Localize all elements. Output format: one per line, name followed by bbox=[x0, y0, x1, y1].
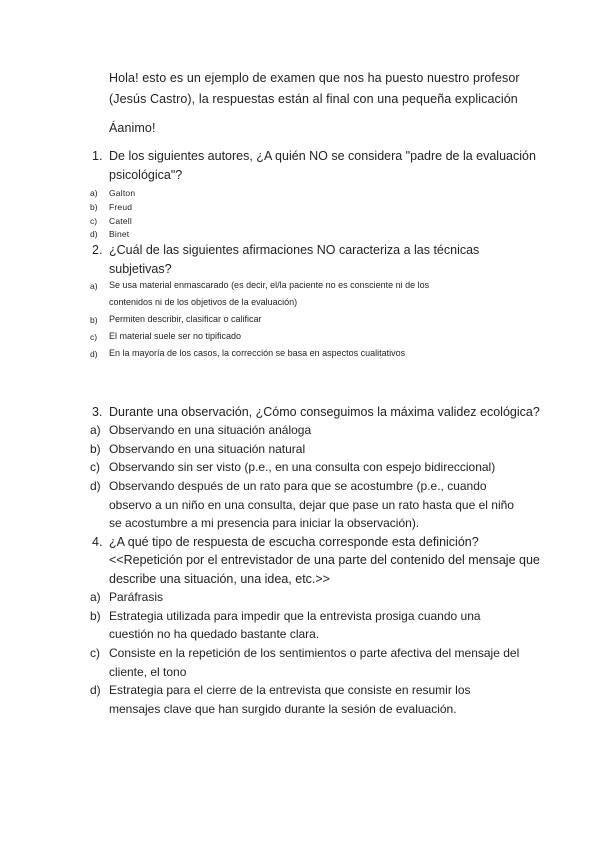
question-2-option-d-letter: d) bbox=[90, 349, 98, 359]
question-2-option-c: El material suele ser no tipificado bbox=[109, 331, 242, 341]
question-4-option-c-line-2: cliente, el tono bbox=[109, 665, 187, 679]
question-3-option-c-letter: c) bbox=[90, 460, 100, 474]
intro-greeting: Áanimo! bbox=[109, 121, 156, 135]
question-3-text-line-1: Durante una observación, ¿Cómo conseguimos la máxima validez ecológica? bbox=[109, 405, 540, 419]
question-3-option-d-line-2: observo a un niño en una consulta, dejar que pase un rato hasta que el niño bbox=[109, 498, 514, 512]
question-2-option-a-line-2: contenidos ni de los objetivos de la evaluación) bbox=[109, 297, 298, 307]
question-3-option-d-letter: d) bbox=[90, 479, 101, 493]
question-3-option-d-line-1: Observando después de un rato para que se acostumbre (p.e., cuando bbox=[109, 479, 487, 493]
question-4-text-line-1: ¿A qué tipo de respuesta de escucha corresponde esta definición? bbox=[109, 535, 479, 549]
question-4-option-c-line-1: Consiste en la repetición de los sentimientos o parte afectiva del mensaje del bbox=[109, 646, 520, 660]
question-3-option-d-line-3: se acostumbre a mi presencia para iniciar la observación). bbox=[109, 516, 420, 530]
question-2-text-line-1: ¿Cuál de las siguientes afirmaciones NO caracteriza a las técnicas bbox=[109, 243, 480, 257]
question-4-option-c-letter: c) bbox=[90, 646, 100, 660]
question-4-option-b-line-1: Estrategia utilizada para impedir que la entrevista prosiga cuando una bbox=[109, 609, 481, 623]
question-4-text-line-3: describe una situación, una idea, etc.>> bbox=[109, 572, 330, 586]
question-2-option-b-letter: b) bbox=[90, 315, 98, 325]
question-3-option-a: Observando en una situación análoga bbox=[109, 423, 312, 437]
question-1-option-d-letter: d) bbox=[90, 229, 98, 239]
question-1-option-b-letter: b) bbox=[90, 202, 98, 212]
question-2-option-a-line-1: Se usa material enmascarado (es decir, el/la paciente no es consciente ni de los bbox=[109, 280, 430, 290]
question-4-text-line-2: <<Repetición por el entrevistador de una parte del contenido del mensaje que bbox=[109, 553, 540, 567]
question-1-option-a: Galton bbox=[109, 188, 136, 198]
question-3-option-a-letter: a) bbox=[90, 423, 101, 437]
question-3-option-c: Observando sin ser visto (p.e., en una consulta con espejo bidireccional) bbox=[109, 460, 496, 474]
question-4-option-a-letter: a) bbox=[90, 590, 101, 604]
question-4-option-b-line-2: cuestión no ha quedado bastante clara. bbox=[109, 627, 320, 641]
question-1-option-c: Catell bbox=[109, 216, 132, 226]
question-1-option-c-letter: c) bbox=[90, 216, 98, 226]
question-4-option-d-line-2: mensajes clave que han surgido durante la sesión de evaluación. bbox=[109, 702, 457, 716]
question-4-option-d-line-1: Estrategia para el cierre de la entrevista que consiste en resumir los bbox=[109, 683, 471, 697]
question-1-option-b: Freud bbox=[109, 202, 133, 212]
question-2-number: 2. bbox=[92, 243, 103, 257]
question-2-text-line-2: subjetivas? bbox=[109, 262, 172, 276]
question-3-number: 3. bbox=[92, 405, 103, 419]
intro-line-2: (Jesús Castro), la respuestas están al final con una pequeña explicación bbox=[109, 92, 518, 106]
question-3-option-b: Observando en una situación natural bbox=[109, 442, 306, 456]
question-1-text-line-2: psicológica"? bbox=[109, 168, 183, 182]
question-4-option-d-letter: d) bbox=[90, 683, 101, 697]
question-4-option-b-letter: b) bbox=[90, 609, 101, 623]
question-4-option-a: Paráfrasis bbox=[109, 590, 164, 604]
question-2-option-c-letter: c) bbox=[90, 332, 98, 342]
question-2-option-a-letter: a) bbox=[90, 281, 98, 291]
question-2-option-b: Permiten describir, clasificar o calificar bbox=[109, 314, 262, 324]
question-1-option-d: Binet bbox=[109, 229, 130, 239]
question-2-option-d: En la mayoría de los casos, la corrección se basa en aspectos cualitativos bbox=[109, 348, 406, 358]
question-1-option-a-letter: a) bbox=[90, 188, 98, 198]
question-1-text-line-1: De los siguientes autores, ¿A quién NO se considera "padre de la evaluación bbox=[109, 149, 536, 163]
question-4-number: 4. bbox=[92, 535, 103, 549]
question-3-option-b-letter: b) bbox=[90, 442, 101, 456]
question-1-number: 1. bbox=[92, 149, 103, 163]
intro-line-1: Hola! esto es un ejemplo de examen que nos ha puesto nuestro profesor bbox=[109, 71, 520, 85]
